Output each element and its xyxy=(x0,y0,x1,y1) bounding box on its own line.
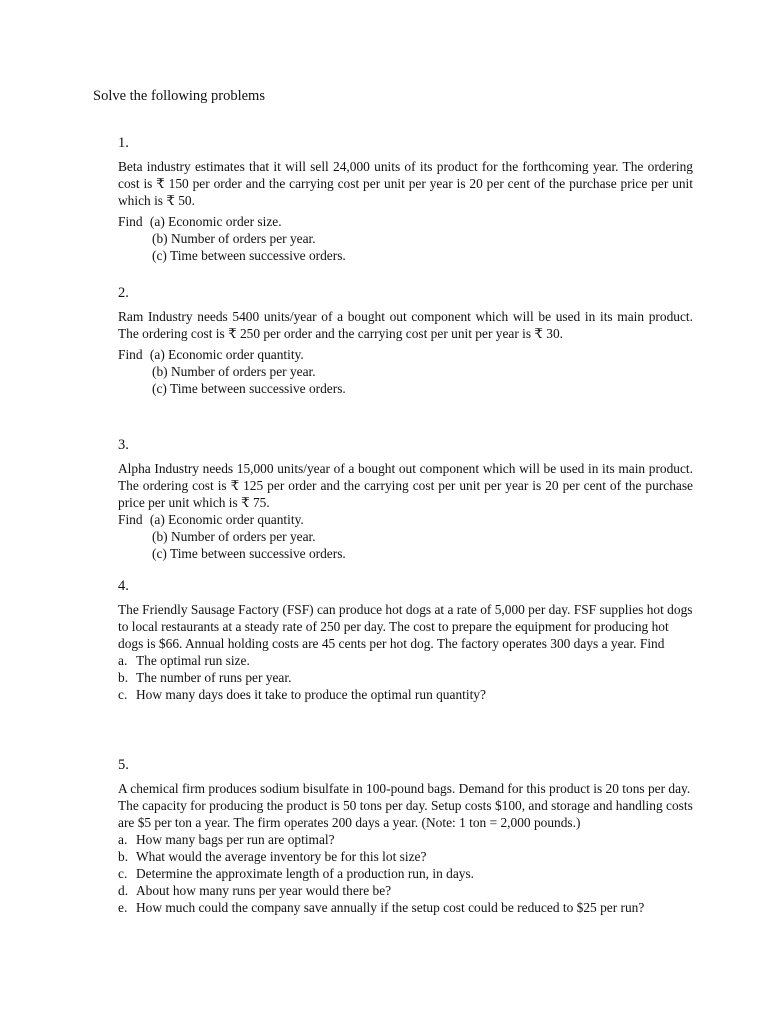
part-marker: (a) xyxy=(149,347,165,362)
part-marker: a. xyxy=(118,653,128,668)
question-d xyxy=(118,882,693,899)
question-a xyxy=(118,652,693,669)
question-b xyxy=(118,669,693,686)
find-label: Find xyxy=(118,347,143,362)
part-text: Economic order quantity. xyxy=(168,512,304,527)
question-c xyxy=(118,686,693,703)
problem-number: 5. xyxy=(118,757,129,773)
part-text: Number of orders per year. xyxy=(170,231,316,246)
part-marker: (b) xyxy=(152,231,168,246)
question-b xyxy=(118,848,693,865)
part-marker: (b) xyxy=(152,529,168,544)
part-text: Number of orders per year. xyxy=(170,364,316,379)
problem-number: 3. xyxy=(118,437,129,453)
part-marker: a. xyxy=(118,832,128,847)
problem-number: 2. xyxy=(118,285,129,301)
part-marker: c. xyxy=(118,687,128,702)
part-marker: b. xyxy=(118,849,129,864)
problem-statement: Beta industry estimates that it will sell 24,000 units of its product for the forthcoming year. The ordering cost is ₹ 150 per order and the carrying cost per unit per year is 20 per cent of the purchase price per unit which is ₹ 50. xyxy=(118,159,693,208)
part-marker: (a) xyxy=(149,214,165,229)
part-text: How many bags per run are optimal? xyxy=(136,832,335,847)
part-text: Time between successive orders. xyxy=(169,546,346,561)
part-marker: b. xyxy=(118,670,129,685)
part-text: Number of orders per year. xyxy=(170,529,316,544)
question-c xyxy=(118,865,693,882)
problem-4 xyxy=(118,578,693,703)
part-marker: (b) xyxy=(152,364,168,379)
problem-3 xyxy=(118,437,693,562)
part-marker: (a) xyxy=(149,512,165,527)
find-part-c xyxy=(118,247,693,264)
problem-statement: Alpha Industry needs 15,000 units/year of a bought out component which will be used in its main product. The ordering cost is ₹ 125 per order and the carrying cost per unit per year is 20 per cent of the purchase price per unit which is ₹ 75. xyxy=(118,461,693,510)
part-marker: (c) xyxy=(152,381,167,396)
part-text: Time between successive orders. xyxy=(169,248,346,263)
part-text: The optimal run size. xyxy=(136,653,250,668)
find-label: Find xyxy=(118,512,143,527)
part-marker: e. xyxy=(118,900,128,915)
problem-number: 1. xyxy=(118,135,129,151)
find-part-a xyxy=(118,213,693,230)
part-text: How much could the company save annually if the setup cost could be reduced to $25 per run? xyxy=(136,900,645,915)
find-part-b xyxy=(118,363,693,380)
part-text: About how many runs per year would there be? xyxy=(136,883,392,898)
find-part-b xyxy=(118,230,693,247)
problem-5 xyxy=(118,757,693,916)
part-marker: (c) xyxy=(152,546,167,561)
part-text: Economic order quantity. xyxy=(168,347,304,362)
part-text: How many days does it take to produce the optimal run quantity? xyxy=(136,687,486,702)
question-e xyxy=(118,899,693,916)
part-text: What would the average inventory be for this lot size? xyxy=(136,849,427,864)
page-heading: Solve the following problems xyxy=(93,88,265,104)
find-part-b xyxy=(118,528,693,545)
find-part-a xyxy=(118,511,693,528)
part-marker: (c) xyxy=(152,248,167,263)
problem-1 xyxy=(118,135,693,264)
problem-statement: Ram Industry needs 5400 units/year of a bought out component which will be used in its main product. The ordering cost is ₹ 250 per order and the carrying cost per unit per year is ₹ 30. xyxy=(118,309,693,341)
find-part-c xyxy=(118,545,693,562)
question-a xyxy=(118,831,693,848)
part-marker: d. xyxy=(118,883,129,898)
find-part-c xyxy=(118,380,693,397)
part-text: Time between successive orders. xyxy=(169,381,346,396)
problem-statement: A chemical firm produces sodium bisulfate in 100-pound bags. Demand for this product is 20 tons per day. The capacity for producing the product is 50 tons per day. Setup costs $100, and storage and handling costs are $5 per ton a year. The firm operates 200 days a year. (Note: 1 ton = 2,000 pounds.) xyxy=(118,781,693,830)
find-label: Find xyxy=(118,214,143,229)
part-text: Economic order size. xyxy=(168,214,282,229)
problem-number: 4. xyxy=(118,578,129,594)
find-part-a xyxy=(118,346,693,363)
problem-2 xyxy=(118,285,693,397)
problem-statement: The Friendly Sausage Factory (FSF) can produce hot dogs at a rate of 5,000 per day. FSF supplies hot dogs to local restaurants at a steady rate of 250 per day. The cost to prepare the equipment for producing hot dogs is $66. Annual holding costs are 45 cents per hot dog. The factory operates 300 days a year. Find xyxy=(118,602,693,651)
part-text: Determine the approximate length of a production run, in days. xyxy=(136,866,475,881)
part-text: The number of runs per year. xyxy=(136,670,292,685)
part-marker: c. xyxy=(118,866,128,881)
